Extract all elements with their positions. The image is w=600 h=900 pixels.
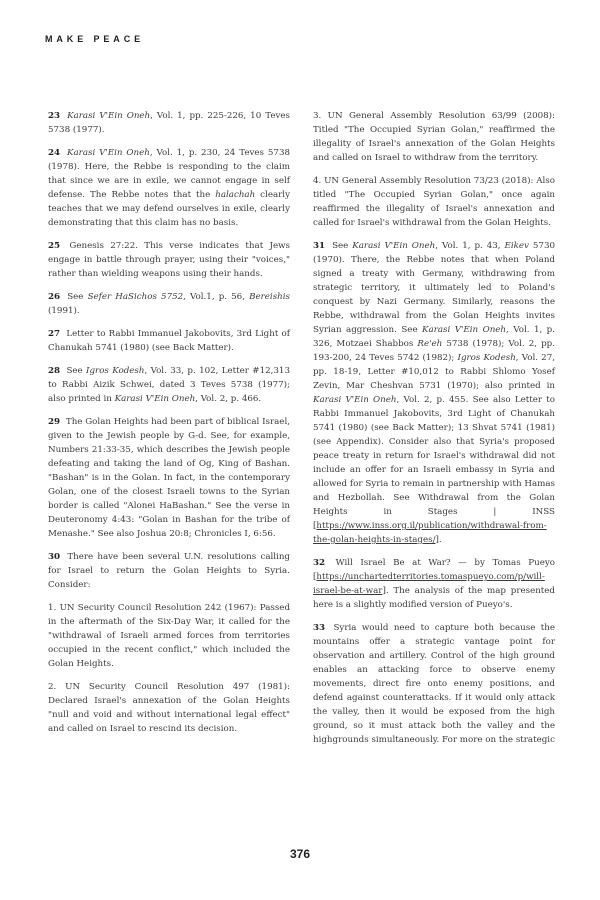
endnote-number: 27 (48, 329, 61, 339)
endnote-text: Will Israel Be at War? — by Tomas Pueyo [ (313, 558, 555, 582)
source-title: Sefer HaSichos 5752 (87, 292, 184, 302)
endnote-28 (48, 364, 290, 406)
endnote-text: Syria would need to capture both because the mountains offer a strategic vantage point for observation and artillery. Control of the high ground enables an attacking force to observe enemy movements, direct fire onto enemy positions, and defend against counterattacks. If it would only attack the valley, then it would be exposed from the high ground, so it must attack both the valley and the highgrounds simultaneously. For more on the strategic (313, 623, 555, 745)
resolution-item-4: 4. UN General Assembly Resolution 73/23 (2018): Also titled "The Occupied Syrian Golan," once again reaffirmed the illegality of Israel's annexation and called for Israel's withdrawal from the Golan Heights. (313, 176, 555, 228)
endnote-31 (313, 239, 555, 547)
left-column (48, 109, 290, 745)
endnote-number: 24 (48, 148, 61, 158)
endnote-33 (313, 621, 555, 747)
endnote-text: , Vol. 2, p. 466. (195, 394, 262, 404)
endnote-text: , Vol. 1, p. 43, (435, 241, 505, 251)
endnote-24 (48, 146, 290, 230)
page-number: 376 (289, 847, 311, 861)
endnote-23 (48, 109, 290, 137)
pueyo-link[interactable]: https://unchartedterritories.tomaspueyo.com/p/will-israel-be-at-war (313, 572, 545, 596)
endnote-text: 5730 (1970). There, the Rebbe notes that when Poland signed a treaty with Germany, withdrawing from strategic territory, it ultimately led to Poland's conquest by Nazi Germany. Similarly, reasons the Rebbe, withdrawal from the Golan Heights invites Syrian aggression. See (313, 241, 556, 335)
resolution-item-2: 2. UN Security Council Resolution 497 (1981): Declared Israel's annexation of the Golan Heights "null and void and without international legal effect" and called on Israel to rescind its decision. (48, 682, 290, 734)
endnote-text: , Vol. 1, pp. 225-226, 10 Teves 5738 (1977). (48, 111, 290, 135)
right-column (313, 109, 555, 756)
endnote-number: 23 (48, 111, 61, 121)
endnote-25 (48, 239, 290, 281)
source-title: Karasi V'Ein Oneh (422, 325, 507, 335)
endnote-text: (1991). (48, 306, 80, 316)
endnote-text: , Vol.1, p. 56, (183, 292, 250, 302)
source-title: Igros Kodesh (457, 353, 516, 363)
endnote-text: See (66, 366, 87, 376)
endnote-text: Genesis 27:22. This verse indicates that Jews engage in battle through prayer, using their "voices," rather than wielding weapons using their hands. (48, 241, 290, 279)
endnote-number: 32 (313, 558, 326, 568)
resolution-item-3: 3. UN General Assembly Resolution 63/99 (2008): Titled "The Occupied Syrian Golan," reaffirmed the illegality of Israel's annexation of the Golan Heights and called on Israel to withdraw from the territory. (313, 111, 555, 163)
endnote-number: 26 (48, 292, 61, 302)
endnote-text: , Vol. 2, p. 455. See also Letter to Rabbi Immanuel Jakobovits, 3rd Light of Chanukah 5741 (1980) (see Back Matter); 13 Shvat 5741 (1981) (see Appendix). Consider also that Syria's proposed peace treaty in return for Israel's withdrawal did not include an offer for an Israeli embassy in Syria and allowed for Syria to remain in partnership with Hamas and Hezbollah. See Withdrawal from the Golan Heights in Stages | INSS [ (313, 395, 556, 531)
endnote-text: See (332, 241, 353, 251)
endnote-number: 25 (48, 241, 61, 251)
endnote-text: Letter to Rabbi Immanuel Jakobovits, 3rd Light of Chanukah 5741 (1980) (see Back Matter). (48, 329, 290, 353)
endnote-text: See (67, 292, 88, 302)
source-title: Re'eh (417, 339, 443, 349)
endnote-text: ]. (435, 535, 442, 545)
endnote-number: 29 (48, 417, 61, 427)
source-title: Karasi V'Ein Oneh (114, 394, 196, 404)
endnote-number: 33 (313, 623, 326, 633)
endnote-text: , Vol. 33, p. 102, Letter #12,313 to Rabbi Aizik Schwei, dated 3 Teves 5738 (1977); also printed in (48, 366, 290, 404)
source-title: Karasi V'Ein Oneh (67, 111, 151, 121)
endnote-number: 31 (313, 241, 326, 251)
endnote-text: There have been several U.N. resolutions calling for Israel to return the Golan Heights to Syria. Consider: (48, 552, 290, 590)
endnote-27 (48, 327, 290, 355)
endnote-29 (48, 415, 290, 541)
resolution-item-1: 1. UN Security Council Resolution 242 (1967): Passed in the aftermath of the Six-Day War, it called for the "withdrawal of Israeli armed forces from territories occupied in the recent conflict," which included the Golan Heights. (48, 603, 290, 669)
endnote-30 (48, 550, 290, 592)
endnote-26 (48, 290, 290, 318)
source-title: Igros Kodesh (86, 366, 145, 376)
endnote-text: clearly teaches that we may defend ourselves in exile, clearly demonstrating that this claim has no basis. (48, 190, 290, 228)
endnote-text: ]. The analysis of the map presented here is a slightly modified version of Pueyo's. (313, 586, 555, 610)
term-halachah: halachah (215, 190, 256, 200)
running-header: MAKE PEACE (45, 34, 145, 44)
endnote-32 (313, 556, 555, 612)
source-title: Karasi V'Ein Oneh (67, 148, 150, 158)
endnote-text: , Vol. 1, p. 230, 24 Teves 5738 (1978). Here, the Rebbe is responding to the claim that since we are in exile, we cannot engage in self defense. The Rebbe notes that the (48, 148, 291, 200)
source-title: Eikev (504, 241, 529, 251)
inss-link[interactable]: https://www.inss.org.il/publication/withdrawal-from-the-golan-heights-in-stages/ (313, 521, 547, 545)
endnote-text: , Vol. 27, pp. 18-19, Letter #10,012 to Rabbi Shlomo Yosef Zevin, Mar Cheshvan 5731 (1970); also printed in (313, 353, 555, 391)
endnote-number: 28 (48, 366, 61, 376)
endnote-text: 5738 (1978); Vol. 2, pp. 193-200, 24 Teves 5742 (1982); (313, 339, 555, 363)
endnote-number: 30 (48, 552, 61, 562)
source-title: Karasi V'Ein Oneh (313, 395, 397, 405)
source-title: Bereishis (249, 292, 290, 302)
endnote-text: The Golan Heights had been part of biblical Israel, given to the Jewish people by G-d. See, for example, Numbers 21:33-35, which describes the Jewish people defeating and taking the land of Og, King of Bashan. "Bashan" is in the Golan. In fact, in the contemporary Golan, one of the closest Israeli towns to the Syrian border is called "Alonei HaBashan." See the verse in Deuteronomy 4:43: "Golan in Bashan for the tribe of Menashe." See also Joshua 20:8; Chronicles I, 6:56. (48, 417, 290, 539)
source-title: Karasi V'Ein Oneh (352, 241, 436, 251)
endnote-text: , Vol. 1, p. 326, Motzaei Shabbos (313, 325, 556, 349)
